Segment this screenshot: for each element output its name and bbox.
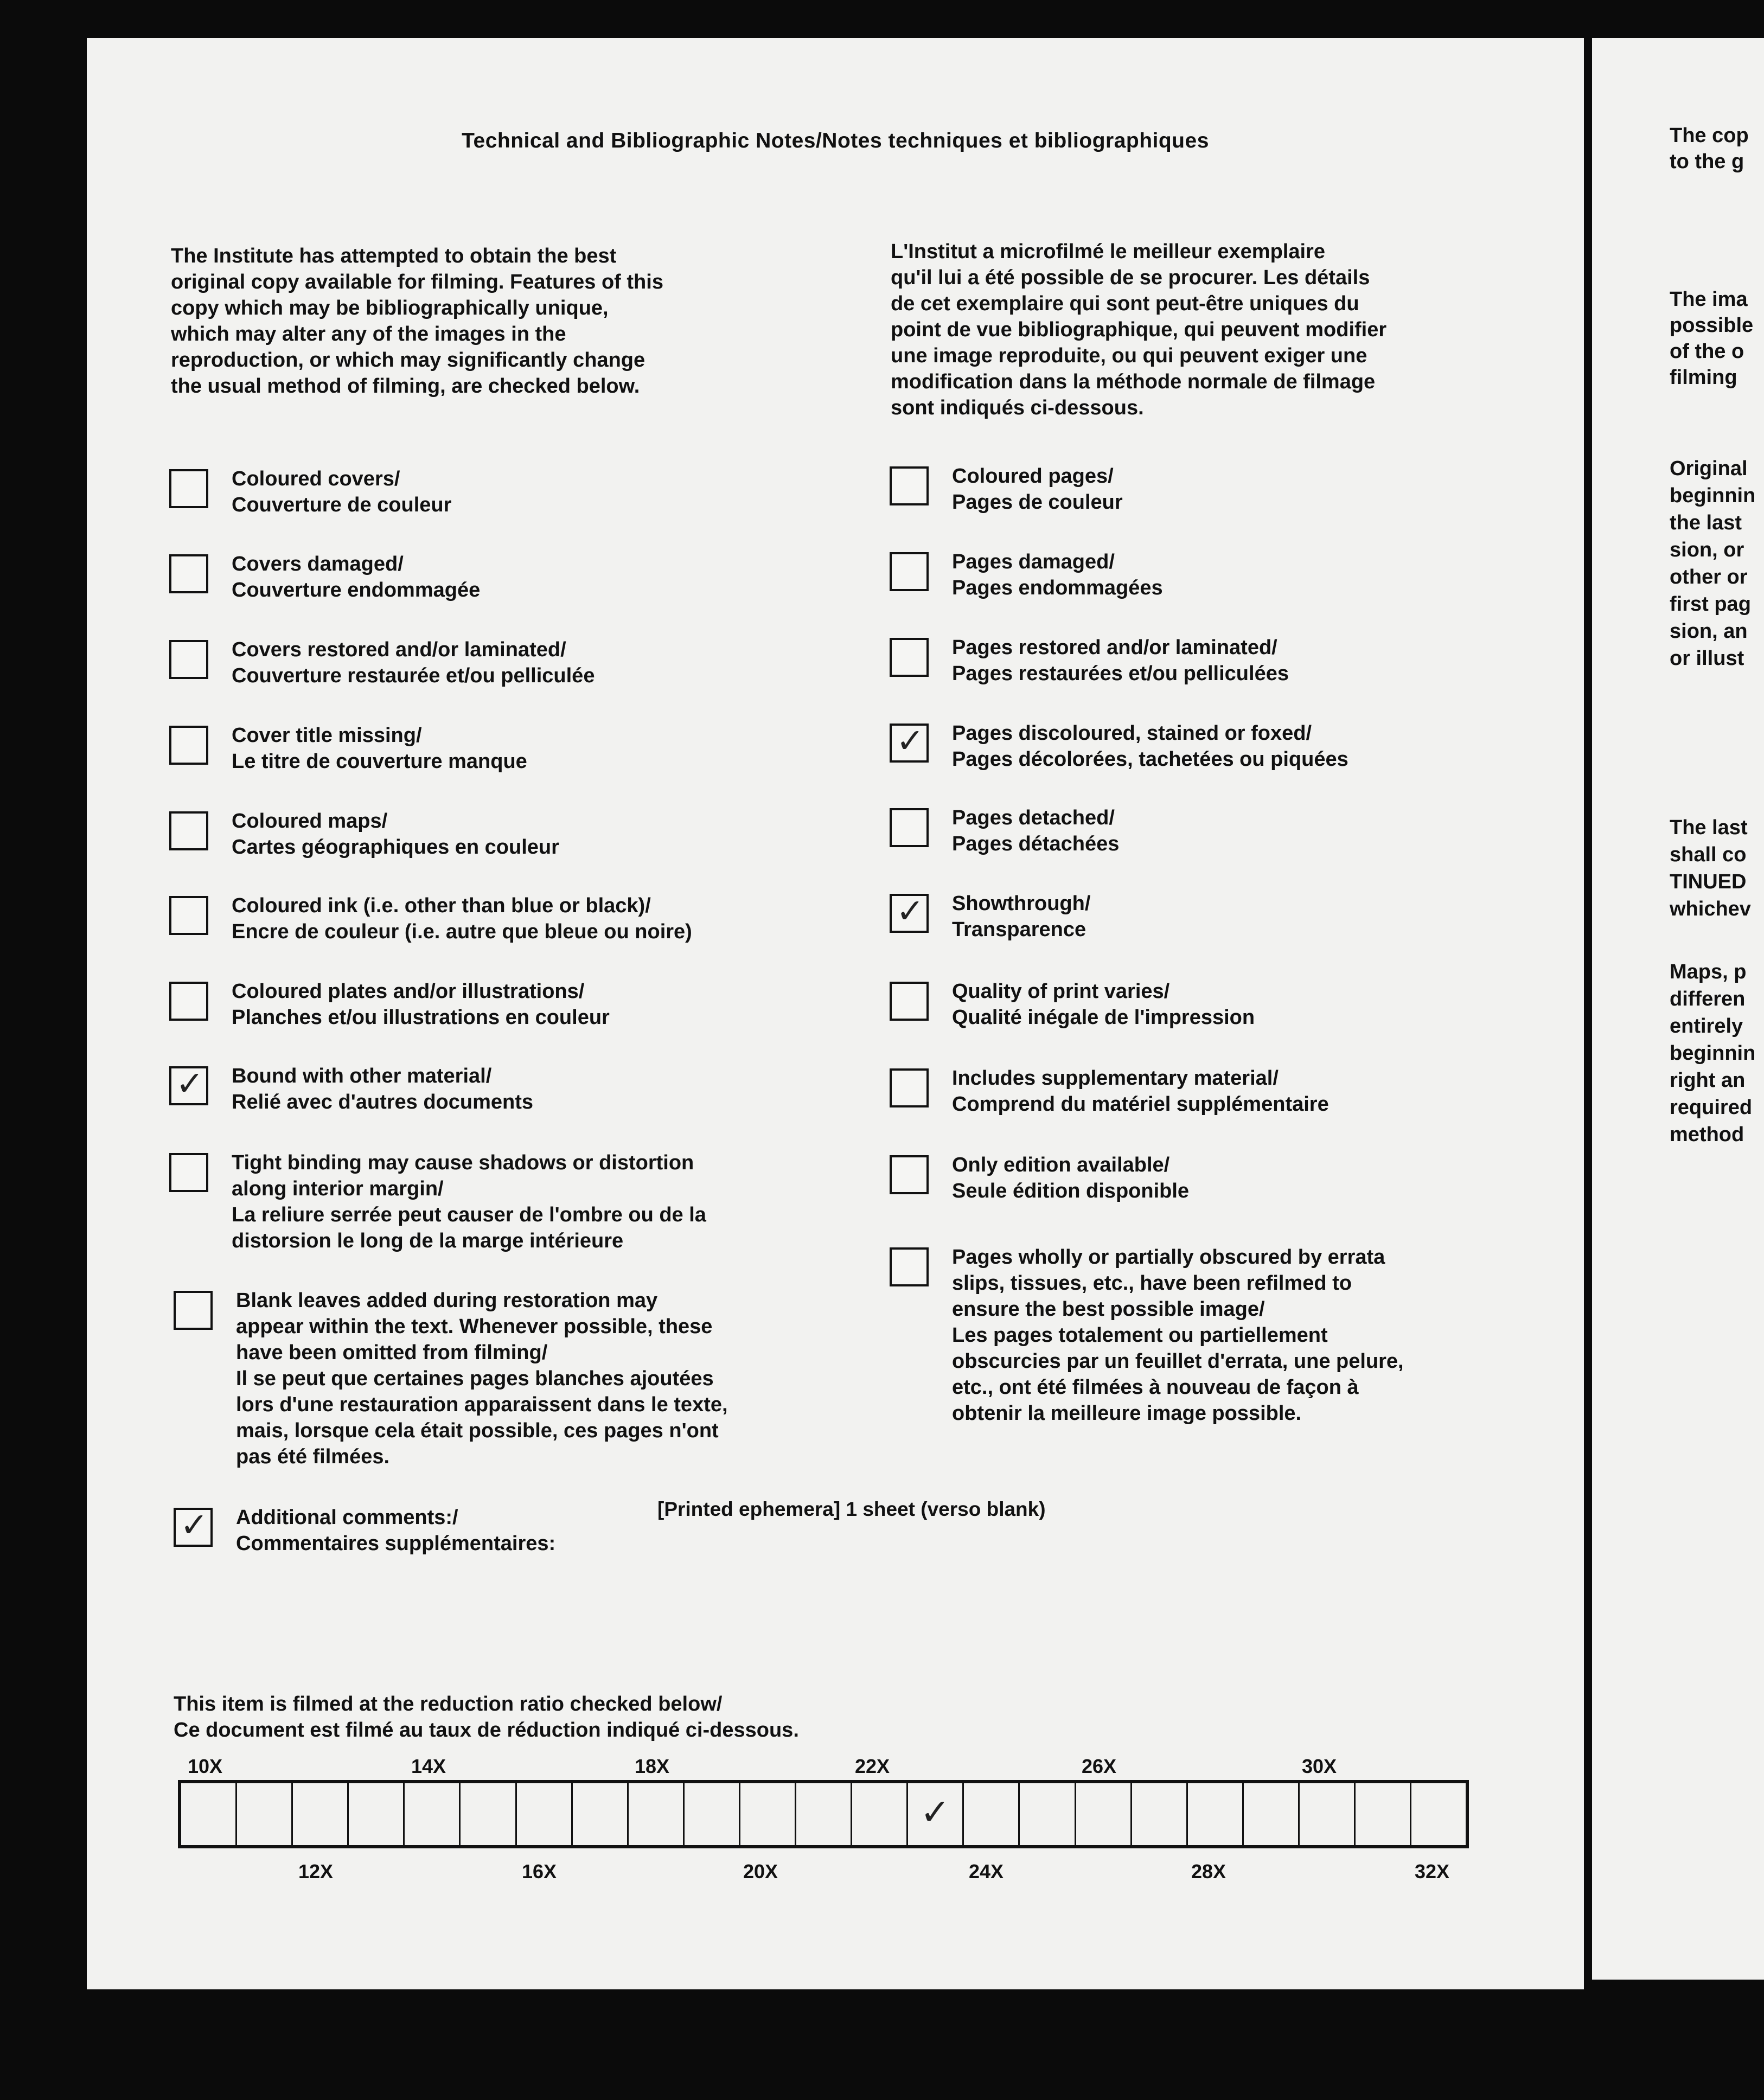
- ratio-cell[interactable]: [1020, 1783, 1076, 1845]
- ratio-cell[interactable]: [1132, 1783, 1188, 1845]
- checkmark-icon: ✓: [920, 1791, 950, 1833]
- checkbox[interactable]: [890, 721, 929, 763]
- checkbox[interactable]: [169, 1153, 208, 1192]
- intro-french: L'Institut a microfilmé le meilleur exemplaire qu'il lui a été possible de se procurer. Les détails de cet exemplaire qui sont peut-être uniques du point de vue bibliographique, qui peuvent modifier une image reproduite, ou qui peuvent exiger une modification dans la méthode normale de filmage sont indiqués ci-dessous.: [891, 240, 1387, 419]
- ratio-cell[interactable]: [1411, 1783, 1466, 1845]
- checkbox[interactable]: [174, 1291, 213, 1330]
- fragment: Maps, p: [1670, 961, 1747, 983]
- ratio-cell[interactable]: [181, 1783, 237, 1845]
- fragment: other or: [1670, 566, 1748, 588]
- ratio-cell[interactable]: [1244, 1783, 1300, 1845]
- fragment: TINUED: [1670, 870, 1747, 893]
- fragment: of the o: [1670, 340, 1744, 363]
- fragment: The ima: [1670, 288, 1748, 311]
- ratio-cell[interactable]: [629, 1783, 685, 1845]
- ratio-cell[interactable]: [237, 1783, 293, 1845]
- ratio-cell[interactable]: [964, 1783, 1020, 1845]
- checkmark-icon: ✓: [896, 721, 924, 760]
- ratio-cell[interactable]: [573, 1783, 629, 1845]
- fragment: possible: [1670, 314, 1754, 337]
- scale-label-18x: 18X: [635, 1755, 670, 1777]
- notes-page: Technical and Bibliographic Notes/Notes techniques et bibliographiques The Institute has attempted to obtain the best original copy available for filming. Features of this copy which may be bibliographically unique, which may alter any of the images in the reproduction, or which may significantly change the usual method of filming, are checked below. L'Institut a microfilmé le meilleur exemplaire qu'il lui a été possible de se procurer. Les détails de cet exemplaire qui sont peut-être uniques du point de vue bibliographique, qui peuvent modifier une image reproduite, ou qui peuvent exiger une modification dans la méthode normale de filmage sont indiqués ci-dessous. Coloured covers/ Couverture de couleur Covers damaged/ Couverture endommagée Covers restored and/or laminated/ Couverture restaurée et/ou pelliculée Cover title missing/ Le titre de couverture manque Coloured maps/ Cartes géographiques en couleur Coloured ink (i.e. other than blue or black)/ Encre de couleur (i.e. autre que bleue ou noire) Coloured plates and/or illustrations/ Planches et/ou illustrations en couleur ✓ Bound with other material/ Relié avec d'autres documents Tight binding may cause shadows or distortion along interior margin/ La reliure serrée peut causer de l'ombre ou de la distorsion le long de la marge intérieure Blank leaves added during restoration may appear within the text. Whenever possible, these have been omitted from filming/ Il se peut que certaines pages blanches ajoutées lors d'une restauration apparaissent dans le texte, mais, lorsque cela était possible, ces pages n'ont pas été filmées. Coloured pages/ Pages de couleur Pages damaged/ Pages endommagées Pages restored and/or laminated/ Pages restaurées et/ou pelliculées ✓ Pages discoloured, stained or foxed/ Pages décolorées, tachetées ou piquées Pages detached/ Pages détachées ✓ Showthrough/ Transparence Quality of print varies/ Qualité inégale de l'impression Includes supplementary material/ Comprend du matériel supplémentaire Only edition available/ Seule édition disponible Pages wholly or partially obscured by errata slips, tissues, etc., have been refilmed to ensure the best possible image/ Les pages totalement ou partiellement obscurcies par un feuillet d'errata, une pelure, etc., ont été filmées à nouveau de façon à obtenir la meilleure image possible. ✓ Additional comments:/ Commentaires supplémentaires: [Printed ephemera] 1 sheet (verso blank) This item is filmed at the reduction ratio checked below/ Ce document est filmé au taux de réduction indiqué ci-dessous. 10X 14X 18X 22X 26X 30X ✓ 12X 16X 20X 24X 28X 32X: [87, 38, 1584, 1989]
- ratio-cell[interactable]: [293, 1783, 349, 1845]
- checkbox[interactable]: [169, 554, 208, 593]
- ratio-cell[interactable]: [740, 1783, 796, 1845]
- checkbox[interactable]: [890, 1155, 929, 1194]
- checkbox[interactable]: [890, 1068, 929, 1107]
- fragment: sion, or: [1670, 539, 1744, 561]
- additional-note: [Printed ephemera] 1 sheet (verso blank): [657, 1498, 1046, 1520]
- adjacent-page: [1592, 38, 1764, 1980]
- checkbox[interactable]: [890, 638, 929, 677]
- fragment: whichev: [1670, 898, 1751, 920]
- reduction-grid: [178, 1780, 1469, 1848]
- ratio-cell[interactable]: [852, 1783, 908, 1845]
- fragment: shall co: [1670, 843, 1747, 866]
- ratio-cell[interactable]: [349, 1783, 405, 1845]
- fragment: beginnin: [1670, 484, 1756, 507]
- fragment: sion, an: [1670, 620, 1748, 643]
- fragment: Original: [1670, 457, 1748, 480]
- ratio-cell[interactable]: [517, 1783, 573, 1845]
- checkmark-icon: ✓: [896, 891, 924, 931]
- checkbox[interactable]: [169, 1066, 208, 1105]
- ratio-cell[interactable]: [685, 1783, 740, 1845]
- checkbox[interactable]: [174, 1505, 213, 1547]
- fragment: entirely: [1670, 1015, 1743, 1038]
- scale-label-12x: 12X: [298, 1860, 334, 1883]
- reduction-text: This item is filmed at the reduction ratio checked below/ Ce document est filmé au taux de réduction indiqué ci-dessous.: [174, 1693, 799, 1742]
- checkmark-icon: ✓: [180, 1505, 208, 1545]
- scale-label-14x: 14X: [411, 1755, 446, 1777]
- scale-label-24x: 24X: [969, 1860, 1004, 1883]
- reduction-scale: [178, 1747, 1469, 1883]
- checkmark-icon: ✓: [176, 1064, 204, 1103]
- fragment: method: [1670, 1123, 1744, 1146]
- checkbox[interactable]: [169, 640, 208, 679]
- checkbox[interactable]: [169, 896, 208, 935]
- scale-label-26x: 26X: [1082, 1755, 1117, 1777]
- scale-label-20x: 20X: [743, 1860, 778, 1883]
- scale-label-28x: 28X: [1191, 1860, 1226, 1883]
- fragment: or illust: [1670, 647, 1744, 670]
- fragment: required: [1670, 1096, 1753, 1119]
- checkbox[interactable]: [169, 469, 208, 508]
- checkbox[interactable]: [890, 1247, 929, 1286]
- scale-label-22x: 22X: [855, 1755, 890, 1777]
- ratio-cell-checked[interactable]: [908, 1783, 964, 1845]
- fragment: first pag: [1670, 593, 1751, 616]
- intro-english: The Institute has attempted to obtain the best original copy available for filming. Features of this copy which may be bibliographically unique, which may alter any of the images in the reproduction, or which may significantly change the usual method of filming, are checked below.: [171, 245, 663, 398]
- page-title: Technical and Bibliographic Notes/Notes techniques et bibliographiques: [462, 129, 1209, 152]
- checkbox[interactable]: [169, 726, 208, 765]
- fragment: to the g: [1670, 150, 1744, 173]
- fragment: The last: [1670, 816, 1748, 839]
- checkbox[interactable]: [890, 891, 929, 933]
- checkbox[interactable]: [890, 982, 929, 1021]
- checkbox[interactable]: [890, 808, 929, 847]
- ratio-cell[interactable]: [1076, 1783, 1132, 1845]
- ratio-cell[interactable]: [461, 1783, 516, 1845]
- scale-label-30x: 30X: [1302, 1755, 1337, 1777]
- ratio-cell[interactable]: [1356, 1783, 1411, 1845]
- fragment: right an: [1670, 1069, 1746, 1092]
- checkbox[interactable]: [169, 982, 208, 1021]
- checkbox[interactable]: [169, 811, 208, 850]
- ratio-cell[interactable]: [796, 1783, 852, 1845]
- page-divider: [1584, 38, 1592, 1980]
- fragment: The cop: [1670, 124, 1749, 147]
- scale-label-16x: 16X: [522, 1860, 557, 1883]
- fragment: beginnin: [1670, 1042, 1756, 1065]
- checkbox[interactable]: [890, 466, 929, 505]
- ratio-cell[interactable]: [1300, 1783, 1356, 1845]
- checkbox[interactable]: [890, 552, 929, 591]
- fragment: the last: [1670, 511, 1742, 534]
- fragment: differen: [1670, 988, 1746, 1010]
- fragment: filming: [1670, 366, 1737, 389]
- scale-label-32x: 32X: [1415, 1860, 1450, 1883]
- ratio-cell[interactable]: [405, 1783, 461, 1845]
- scale-label-10x: 10X: [188, 1755, 223, 1777]
- ratio-cell[interactable]: [1188, 1783, 1244, 1845]
